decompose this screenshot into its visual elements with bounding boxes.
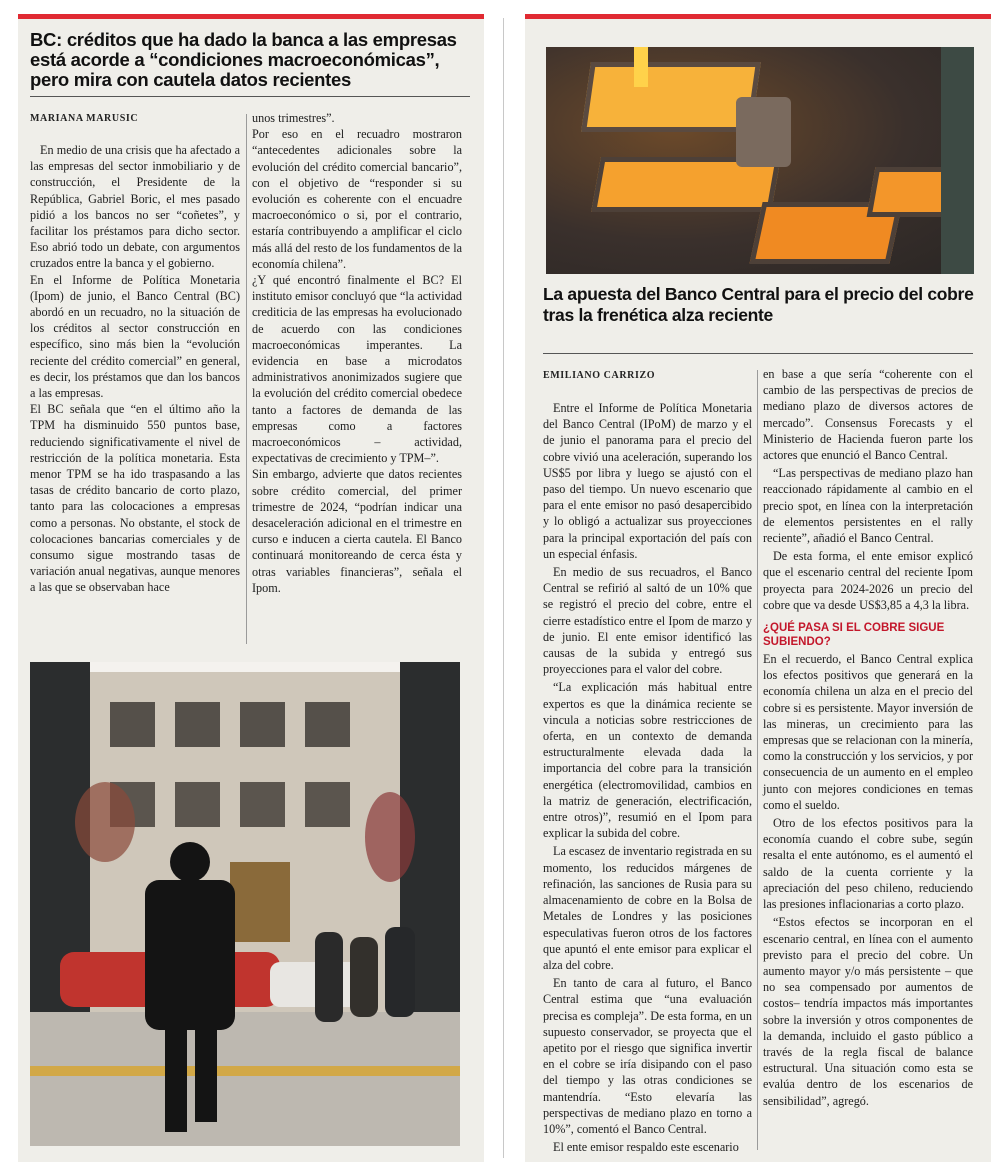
paragraph: En medio de una crisis que ha afectado a las empresas del sector inmobiliario y de construcción, el Presidente de la República, Gabriel Boric, el mes pasado pidió a los bancos no ser “coñetes”, y facilitar los préstamos para dicho sector. Eso abrió todo un debate, con argumentos cruzados entre la banca y el gobierno. — [30, 143, 240, 271]
paragraph: El ente emisor respaldo este escenario — [553, 1140, 739, 1155]
article-column-2 — [252, 110, 462, 596]
right-article — [525, 14, 991, 1162]
article-column-1 — [543, 400, 752, 1155]
paragraph: En el Informe de Política Monetaria (Ipom) de junio, el Banco Central (BC) abordó en un recuadro, no la situación de los créditos al sector construcción en específico, sino más bien la “evolución reciente del crédito comercial” en general, es decir, los préstamos que dan los bancos a las empresas. — [30, 272, 240, 401]
paragraph: Por eso en el recuadro mostraron “antecedentes adicionales sobre la evolución del crédito comercial bancario”, con el objetivo de “responder si su evolución es coherente con el encuadre macroeconómico o si, por el contrario, estaría contribuyendo a amplificar el ciclo más allá del resto de los fundamentos de la economía chilena”. — [252, 127, 462, 271]
paragraph: Sin embargo, advierte que datos recientes sobre crédito comercial, del primer trimestre de 2024, “podrían indicar una desaceleración adicional en el trimestre en curso e inducen a cierta cautela. El Banco continuará monitoreando de cerca ésta y otras variables financieras”, señala el Ipom. — [252, 467, 462, 595]
paragraph: De esta forma, el ente emisor explicó que el escenario central del reciente Ipom proyecta para 2024-2026 un precio del cobre que va desde US$3,85 a 4,3 la libra. — [763, 549, 973, 612]
paragraph: En el recuerdo, el Banco Central explica los efectos positivos que generará en la economía chilena un alza en el precio del cobre si es persistente. Mayor inversión de las mineras, un crecimiento para las empresas que se relacionan con la minería, como la construcción y los servicios, y por consecuencia de un aumento en el empleo junto con mejores condiciones en temas como el sueldo. — [763, 652, 973, 812]
accent-bar — [525, 14, 991, 19]
paragraph: En medio de sus recuadros, el Banco Central se refirió al saltó de un 10% que se registró el precio del cobre, entre el cierre estadístico entre el Ipom de marzo y de junio. El ente emisor identificó las causas de la subida y entregó sus proyecciones para el valor del cobre. — [543, 565, 752, 677]
section-subhead: ¿QUÉ PASA SI EL COBRE SIGUE SUBIENDO? — [763, 622, 945, 649]
column-divider — [757, 370, 758, 1150]
author-byline: EMILIANO CARRIZO — [543, 370, 656, 381]
paragraph: “La explicación más habitual entre expertos es que la dinámica reciente se vincula a noticias sobre restricciones de oferta, en un contexto de demanda estructuralmente elevada dada la importancia del cobre para la transición energética (electromovilidad, cambios en la matriz de generación, electrificación, entre otros)”, resumió en el Ipom para explicar la subida del cobre. — [543, 680, 752, 841]
article-column-2 — [763, 366, 973, 1109]
headline-rule — [543, 353, 973, 354]
article-column-1 — [30, 142, 240, 596]
author-byline: MARIANA MARUSIC — [30, 113, 139, 124]
paragraph: ¿Y qué encontró finalmente el BC? El instituto emisor concluyó que “la actividad crediticia de las empresas ha evolucionado de acuerdo con las condiciones macroeconómicas imperantes. La evidencia en base a microdatos administrativos anonimizados sugiere que la evolución del crédito comercial obedece tanto a factores de demanda de las empresas como a factores macroeconómicos – actividad, expectativas de crecimiento y TPM–”. — [252, 273, 462, 466]
paragraph: “Las perspectivas de mediano plazo han reaccionado rápidamente al cambio en el precio spot, en línea con la interpretación de elementos persistentes en el rally reciente”, añadió el Banco Central. — [763, 466, 973, 546]
paragraph: Entre el Informe de Política Monetaria del Banco Central (IPoM) de marzo y el de junio el panorama para el precio del cobre vivió una aceleración, superando los US$5 por libra y luego se ajustó con el paso del tiempo. Un nuevo escenario que para el ente emisor no pasó desapercibido y lo obligó a actualizar sus proyecciones para la principal exportación del país con un especial énfasis. — [543, 401, 752, 561]
page-divider — [503, 18, 504, 1158]
column-divider — [246, 114, 247, 644]
headline-rule — [30, 96, 470, 97]
paragraph: El BC señala que “en el último año la TPM ha disminuido 550 puntos base, reduciendo significativamente el nivel de restricción de la política monetaria. Esta menor TPM se ha ido traspasando a las tasas de crédito bancario de corto plazo, tanto para las colocaciones a empresas como a personas. No obstante, el stock de colocaciones bancarias comerciales y de consumo sigue mostrando tasas de variación anual negativas, aunque menores a las que se observaban hace — [30, 402, 240, 595]
paragraph: Otro de los efectos positivos para la economía cuando el cobre sube, según resalta el ente autónomo, es el aumentó el saldo de la cuenta corriente y la apreciación del peso chileno, reduciendo las presiones inflacionarias a corto plazo. — [763, 816, 973, 912]
paragraph: En tanto de cara al futuro, el Banco Central estima que “una evaluación precisa es compleja”. De esta forma, en un supuesto conservador, se proyecta que el apetito por el riesgo que significa invertir en el cobre se iría disipando con el paso del tiempo y las otras condiciones se mantendría. “Esto elevaría las perspectivas de mediano plazo en torno a 10%”, comentó el Banco Central. — [543, 976, 752, 1136]
accent-bar — [18, 14, 484, 19]
article-headline: BC: créditos que ha dado la banca a las empresas está acorde a “condiciones macroeconómicas”, pero mira con cautela datos recientes — [30, 29, 457, 90]
central-bank-building-photo — [30, 662, 460, 1146]
article-headline: La apuesta del Banco Central para el precio del cobre tras la frenética alza reciente — [543, 284, 974, 325]
paragraph: “Estos efectos se incorporan en el escenario central, en línea con el aumento previsto para el precio del cobre. Un aumento mayor y/o más persistente – que no sea compensado por aumentos de costos– tendría impactos más importantes sobre la inversión y otros componentes de la demanda, incluido el gasto público a través de la regla fiscal de balance estructural. Una situación como esta se evalúa dentro de los escenarios de sensibilidad”, agregó. — [763, 915, 973, 1108]
paragraph: La escasez de inventario registrada en su momento, los reducidos márgenes de refinación, las sanciones de Rusia para su almacenamiento de cobre en la Bolsa de Metales de Londres y las posiciones especulativas fueron otros de los factores que apuntó el ente emisor para explicar el alza del cobre. — [543, 844, 752, 972]
copper-smelting-photo — [546, 47, 974, 274]
paragraph: en base a que sería “coherente con el cambio de las perspectivas de precios de mediano plazo de diversos actores de mercado”. Consensus Forecasts y el Ministerio de Hacienda fueron parte los actores que enunció el Banco Central. — [763, 367, 973, 463]
left-article — [18, 14, 484, 1162]
paragraph: unos trimestres”. — [252, 111, 335, 125]
